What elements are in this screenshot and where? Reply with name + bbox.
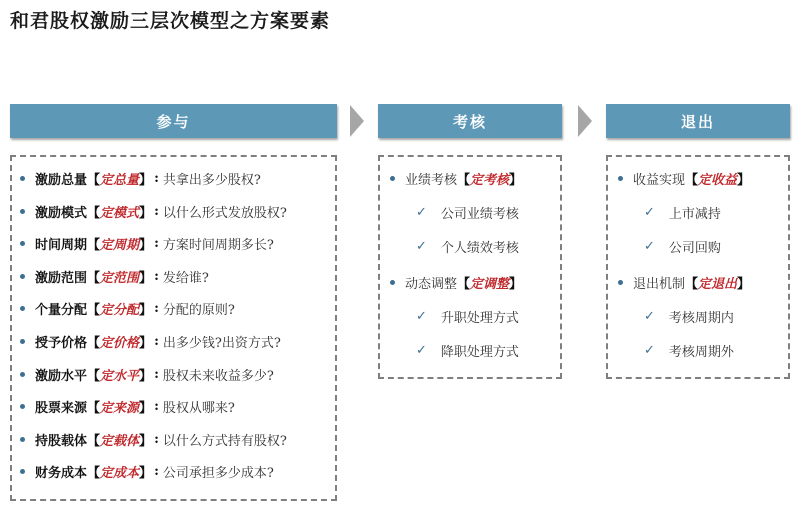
assessment-box bbox=[378, 155, 562, 379]
chevron-right-icon bbox=[578, 105, 592, 137]
list-item bbox=[20, 202, 287, 221]
bullet-icon bbox=[618, 280, 623, 285]
list-item: ✓ 升职处理方式 bbox=[416, 309, 519, 326]
bracket-left: 【 bbox=[87, 336, 101, 351]
item-tag: 定载体 bbox=[100, 433, 140, 449]
item-tag: 定来源 bbox=[100, 401, 140, 417]
bullet-icon bbox=[390, 176, 395, 181]
bracket-right: 】 bbox=[139, 466, 153, 482]
check-icon: ✓ bbox=[644, 205, 655, 220]
check-icon: ✓ bbox=[416, 343, 427, 358]
bullet-icon bbox=[20, 241, 25, 246]
item-key: 财务成本 bbox=[35, 466, 88, 482]
list-item bbox=[20, 397, 235, 416]
check-icon: ✓ bbox=[644, 239, 655, 254]
bullet-icon bbox=[20, 372, 25, 377]
header-exit: 退出 bbox=[606, 104, 790, 138]
colon: : bbox=[154, 464, 159, 480]
list-item bbox=[20, 430, 287, 449]
list-item bbox=[20, 169, 261, 188]
bullet-icon bbox=[20, 437, 25, 442]
list-item: ✓ 公司回购 bbox=[644, 239, 721, 256]
item-desc: 以什么方式持有股权? bbox=[162, 433, 287, 449]
bracket-left: 【 bbox=[87, 368, 101, 384]
bracket-right: 】 bbox=[139, 303, 153, 319]
item-desc: 发给谁? bbox=[162, 270, 209, 286]
bullet-icon bbox=[20, 176, 25, 181]
bullet-icon bbox=[20, 209, 25, 214]
bullet-icon bbox=[20, 306, 25, 311]
item-key: 持股载体 bbox=[35, 433, 88, 449]
item-tag: 定成本 bbox=[100, 466, 140, 482]
colon: : bbox=[154, 334, 159, 349]
item-desc: 股权未来收益多少? bbox=[162, 368, 274, 384]
participation-box bbox=[10, 155, 337, 501]
colon: : bbox=[154, 268, 159, 284]
bracket-right: 】 bbox=[139, 238, 153, 254]
bullet-icon bbox=[390, 280, 395, 285]
bullet-icon bbox=[20, 404, 25, 409]
item-key: 股票来源 bbox=[35, 401, 88, 417]
item-key: 激励模式 bbox=[35, 205, 88, 221]
list-item: 收益实现 【 定收益 】 bbox=[618, 169, 750, 188]
bracket-left: 【 bbox=[87, 466, 101, 482]
bullet-icon bbox=[20, 339, 25, 344]
list-item: ✓ 降职处理方式 bbox=[416, 343, 519, 360]
list-item: ✓ 公司业绩考核 bbox=[416, 205, 519, 222]
item-key: 激励总量 bbox=[35, 173, 88, 188]
item-desc: 方案时间周期多长? bbox=[162, 238, 274, 254]
bracket-right: 】 bbox=[139, 270, 153, 286]
item-tag: 定周期 bbox=[100, 238, 140, 254]
item-desc: 分配的原则? bbox=[162, 303, 235, 319]
item-desc: 出多少钱?出资方式? bbox=[162, 336, 281, 351]
item-desc: 公司承担多少成本? bbox=[162, 466, 274, 482]
bracket-left: 【 bbox=[87, 205, 101, 221]
list-item: 动态调整 【 定调整 】 bbox=[390, 273, 522, 292]
bracket-left: 【 bbox=[87, 401, 101, 417]
bracket-right: 】 bbox=[139, 173, 153, 188]
header-participation: 参与 bbox=[10, 104, 337, 138]
page-title: 和君股权激励三层次模型之方案要素 bbox=[10, 10, 331, 32]
check-icon: ✓ bbox=[644, 309, 655, 324]
list-item bbox=[20, 299, 235, 318]
colon: : bbox=[154, 236, 159, 252]
bracket-left: 【 bbox=[87, 303, 101, 319]
bracket-left: 【 bbox=[87, 270, 101, 286]
item-key: 个量分配 bbox=[35, 303, 88, 319]
list-item bbox=[20, 462, 274, 481]
exit-box bbox=[606, 155, 790, 379]
bracket-left: 【 bbox=[87, 433, 101, 449]
list-item: ✓ 考核周期内 bbox=[644, 309, 734, 326]
colon: : bbox=[154, 203, 159, 219]
list-item: ✓ 考核周期外 bbox=[644, 343, 734, 360]
list-item bbox=[20, 267, 209, 286]
list-item: ✓ 上市减持 bbox=[644, 205, 721, 222]
bracket-left: 【 bbox=[87, 238, 101, 254]
item-key: 激励水平 bbox=[35, 368, 88, 384]
item-key: 激励范围 bbox=[35, 270, 88, 286]
item-tag: 定价格 bbox=[100, 336, 140, 351]
colon: : bbox=[154, 301, 159, 317]
check-icon: ✓ bbox=[644, 343, 655, 358]
item-key: 时间周期 bbox=[35, 238, 88, 254]
colon: : bbox=[154, 399, 159, 415]
list-item: ✓ 个人绩效考核 bbox=[416, 239, 519, 256]
check-icon: ✓ bbox=[416, 239, 427, 254]
colon: : bbox=[154, 366, 159, 382]
list-item bbox=[20, 365, 274, 384]
item-tag: 定范围 bbox=[100, 270, 140, 286]
colon: : bbox=[154, 431, 159, 447]
bracket-right: 】 bbox=[139, 368, 153, 384]
bullet-icon bbox=[20, 469, 25, 474]
bullet-icon bbox=[20, 274, 25, 279]
item-tag: 定模式 bbox=[100, 205, 140, 221]
item-desc: 股权从哪来? bbox=[162, 401, 235, 417]
list-item: 退出机制 【 定退出 】 bbox=[618, 273, 750, 292]
header-assessment: 考核 bbox=[378, 104, 562, 138]
list-item bbox=[20, 332, 281, 351]
item-tag: 定总量 bbox=[100, 173, 140, 188]
bracket-right: 】 bbox=[139, 401, 153, 417]
check-icon: ✓ bbox=[416, 205, 427, 220]
item-tag: 定水平 bbox=[100, 368, 140, 384]
bracket-right: 】 bbox=[139, 336, 153, 351]
item-desc: 以什么形式发放股权? bbox=[162, 205, 287, 221]
item-tag: 定分配 bbox=[100, 303, 140, 319]
list-item bbox=[20, 234, 274, 253]
bracket-left: 【 bbox=[87, 173, 101, 188]
colon: : bbox=[154, 171, 159, 186]
bracket-right: 】 bbox=[139, 433, 153, 449]
chevron-right-icon bbox=[350, 105, 364, 137]
list-item: 业绩考核 【 定考核 】 bbox=[390, 169, 522, 188]
check-icon: ✓ bbox=[416, 309, 427, 324]
bullet-icon bbox=[618, 176, 623, 181]
item-key: 授予价格 bbox=[35, 336, 88, 351]
item-desc: 共拿出多少股权? bbox=[162, 173, 261, 188]
bracket-right: 】 bbox=[139, 205, 153, 221]
